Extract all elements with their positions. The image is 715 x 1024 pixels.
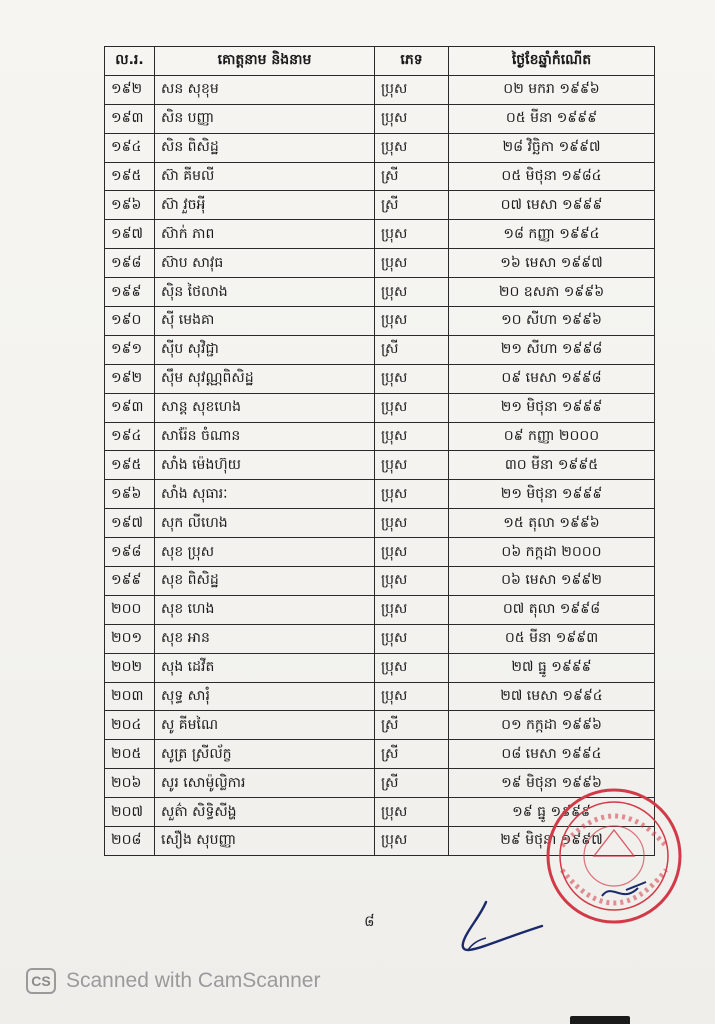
- row-name-cell: ស៊ឹម សុវណ្ណពិសិដ្ឋ: [155, 364, 375, 393]
- row-dob-cell: ០១ កក្កដា ១៩៩៦: [449, 711, 655, 740]
- row-name-cell: សារ៉ែន ចំណាន: [155, 422, 375, 451]
- row-sex-cell: ប្រុស: [375, 133, 449, 162]
- row-dob-cell: ២១ មិថុនា ១៩៩៩: [449, 393, 655, 422]
- row-dob-cell: ១៥ តុលា ១៩៩៦: [449, 509, 655, 538]
- row-name-cell: សុង ដេវីត: [155, 653, 375, 682]
- table-row: [105, 278, 655, 307]
- row-dob-cell: ២៩ មិថុនា ១៩៩៧: [449, 827, 655, 856]
- table-row: [105, 567, 655, 596]
- row-number-cell: ១៩៧: [105, 220, 155, 249]
- row-name-cell: ស៊ាក់ ភាព: [155, 220, 375, 249]
- table-row: [105, 133, 655, 162]
- row-name-cell: សូ គីមណៃ: [155, 711, 375, 740]
- table-row: [105, 711, 655, 740]
- row-sex-cell: ស្រី: [375, 335, 449, 364]
- table-row: [105, 624, 655, 653]
- row-number-cell: ១៩៦: [105, 191, 155, 220]
- row-number-cell: ១៩១: [105, 335, 155, 364]
- row-name-cell: ស៊ា វួចអុី: [155, 191, 375, 220]
- table-row: [105, 162, 655, 191]
- header-number: ល.រ.: [105, 47, 155, 76]
- table-row: [105, 595, 655, 624]
- row-sex-cell: ប្រុស: [375, 567, 449, 596]
- row-name-cell: ស៊ា គីមលី: [155, 162, 375, 191]
- header-name: គោត្តនាម និងនាម: [155, 47, 375, 76]
- row-name-cell: សូត្រ ស្រីល័ក្ខ: [155, 740, 375, 769]
- table-row: [105, 653, 655, 682]
- row-name-cell: សាំង ម៉េងហ៊ុយ: [155, 451, 375, 480]
- table-row: [105, 740, 655, 769]
- row-name-cell: សុទ្ធ សារុំ: [155, 682, 375, 711]
- row-number-cell: ១៩៣: [105, 104, 155, 133]
- row-number-cell: ២០៨: [105, 827, 155, 856]
- row-sex-cell: ប្រុស: [375, 220, 449, 249]
- row-dob-cell: ១៩ មិថុនា ១៩៩៦: [449, 769, 655, 798]
- official-seal-stamp: [542, 786, 684, 946]
- row-number-cell: ២០៦: [105, 769, 155, 798]
- row-name-cell: ស៊ាប សាវុធ: [155, 249, 375, 278]
- row-number-cell: ១៩២: [105, 364, 155, 393]
- row-dob-cell: ០៧ មេសា ១៩៩៩: [449, 191, 655, 220]
- table-row: [105, 335, 655, 364]
- table-row: [105, 538, 655, 567]
- row-sex-cell: ប្រុស: [375, 624, 449, 653]
- row-number-cell: ២០៣: [105, 682, 155, 711]
- table-row: [105, 364, 655, 393]
- row-number-cell: ២០១: [105, 624, 155, 653]
- row-dob-cell: ៣០ មីនា ១៩៩៥: [449, 451, 655, 480]
- table-row: [105, 191, 655, 220]
- row-sex-cell: ប្រុស: [375, 422, 449, 451]
- row-sex-cell: ប្រុស: [375, 653, 449, 682]
- row-sex-cell: ប្រុស: [375, 75, 449, 104]
- row-sex-cell: ប្រុស: [375, 364, 449, 393]
- row-name-cell: សុខ ហេង: [155, 595, 375, 624]
- row-dob-cell: ១៦ មេសា ១៩៩៧: [449, 249, 655, 278]
- row-dob-cell: ០៨ មេសា ១៩៩៤: [449, 740, 655, 769]
- table-header-row: [105, 47, 655, 76]
- header-date-of-birth: ថ្ងៃខែឆ្នាំកំណើត: [449, 47, 655, 76]
- row-name-cell: សុក លីហេង: [155, 509, 375, 538]
- row-dob-cell: ០៩ កញ្ញា ២០០០: [449, 422, 655, 451]
- row-number-cell: ១៩៨: [105, 538, 155, 567]
- row-dob-cell: ០៥ មីនា ១៩៩៩: [449, 104, 655, 133]
- row-name-cell: ស៊ីប សុវិជ្ជា: [155, 335, 375, 364]
- row-sex-cell: ស្រី: [375, 162, 449, 191]
- row-name-cell: សឿង សុបញ្ញា: [155, 827, 375, 856]
- student-roster-table: [104, 46, 655, 856]
- table-row: [105, 480, 655, 509]
- row-number-cell: ១៩៩: [105, 567, 155, 596]
- row-number-cell: ១៩៨: [105, 249, 155, 278]
- row-number-cell: ២០៤: [105, 711, 155, 740]
- row-number-cell: ១៩៥: [105, 451, 155, 480]
- row-number-cell: ១៩៣: [105, 393, 155, 422]
- scanner-watermark: [26, 968, 320, 994]
- row-sex-cell: ស្រី: [375, 740, 449, 769]
- row-dob-cell: ២៧ មេសា ១៩៩៤: [449, 682, 655, 711]
- row-dob-cell: ០៦ កក្កដា ២០០០: [449, 538, 655, 567]
- row-sex-cell: ប្រុស: [375, 278, 449, 307]
- row-number-cell: ១៩៥: [105, 162, 155, 191]
- row-number-cell: ១៩៦: [105, 480, 155, 509]
- row-name-cell: ស៊ី មេងគា: [155, 307, 375, 336]
- row-sex-cell: ស្រី: [375, 711, 449, 740]
- row-name-cell: សិន បញ្ញា: [155, 104, 375, 133]
- table-row: [105, 682, 655, 711]
- table-row: [105, 307, 655, 336]
- table-row: [105, 249, 655, 278]
- row-number-cell: ២០៧: [105, 798, 155, 827]
- table-row: [105, 509, 655, 538]
- watermark-text: Scanned with CamScanner: [66, 969, 321, 992]
- row-sex-cell: ស្រី: [375, 191, 449, 220]
- row-number-cell: ២០៥: [105, 740, 155, 769]
- row-sex-cell: ប្រុស: [375, 480, 449, 509]
- row-number-cell: ១៩៤: [105, 133, 155, 162]
- camscanner-logo-icon: CS: [26, 968, 56, 994]
- row-dob-cell: ០២ មករា ១៩៩៦: [449, 75, 655, 104]
- row-dob-cell: ០៥ មិថុនា ១៩៨៤: [449, 162, 655, 191]
- row-name-cell: សន សុខុម: [155, 75, 375, 104]
- row-sex-cell: ប្រុស: [375, 827, 449, 856]
- table-row: [105, 104, 655, 133]
- row-dob-cell: ២១ មិថុនា ១៩៩៩: [449, 480, 655, 509]
- row-sex-cell: ប្រុស: [375, 509, 449, 538]
- row-dob-cell: ១៩ ធ្នូ ១៩៩៩: [449, 798, 655, 827]
- row-name-cell: សុខ ប្រុស: [155, 538, 375, 567]
- table-row: [105, 75, 655, 104]
- row-dob-cell: ១៨ កញ្ញា ១៩៩៤: [449, 220, 655, 249]
- row-sex-cell: ប្រុស: [375, 682, 449, 711]
- row-number-cell: ២០០: [105, 595, 155, 624]
- row-sex-cell: ប្រុស: [375, 104, 449, 133]
- row-sex-cell: ប្រុស: [375, 307, 449, 336]
- row-dob-cell: ០៩ មេសា ១៩៩៨: [449, 364, 655, 393]
- row-number-cell: ១៩៩: [105, 278, 155, 307]
- row-number-cell: ១៩៤: [105, 422, 155, 451]
- row-name-cell: សាំង សុធារៈ: [155, 480, 375, 509]
- row-dob-cell: ២០ ឧសភា ១៩៩៦: [449, 278, 655, 307]
- row-name-cell: សុខ អាន: [155, 624, 375, 653]
- row-sex-cell: ប្រុស: [375, 798, 449, 827]
- handwritten-signature: [456, 892, 556, 962]
- bottom-edge-mark: [570, 1016, 630, 1024]
- row-name-cell: ស៊ិន ថៃលាង: [155, 278, 375, 307]
- table-row: [105, 422, 655, 451]
- row-name-cell: សិន ពិសិដ្ឋ: [155, 133, 375, 162]
- row-number-cell: ១៩២: [105, 75, 155, 104]
- table-row: [105, 220, 655, 249]
- row-sex-cell: ប្រុស: [375, 249, 449, 278]
- row-dob-cell: ០៦ មេសា ១៩៩២: [449, 567, 655, 596]
- header-sex: ភេទ: [375, 47, 449, 76]
- table-body: [105, 75, 655, 855]
- row-name-cell: សួត៌ា សិទ្ធិសីង្ហ: [155, 798, 375, 827]
- row-dob-cell: ០៧ តុលា ១៩៩៨: [449, 595, 655, 624]
- table-row: [105, 451, 655, 480]
- row-dob-cell: ១០ សីហា ១៩៩៦: [449, 307, 655, 336]
- row-sex-cell: ប្រុស: [375, 393, 449, 422]
- table-row: [105, 393, 655, 422]
- row-dob-cell: ០៥ មីនា ១៩៩៣: [449, 624, 655, 653]
- row-dob-cell: ២៨ វិច្ឆិកា ១៩៩៧: [449, 133, 655, 162]
- row-sex-cell: ប្រុស: [375, 451, 449, 480]
- row-number-cell: ១៩០: [105, 307, 155, 336]
- page-number: ៨: [364, 912, 375, 930]
- row-dob-cell: ២១ សីហា ១៩៩៨: [449, 335, 655, 364]
- row-dob-cell: ២៧ ធ្នូ ១៩៩៩: [449, 653, 655, 682]
- row-name-cell: សុខ ពិសិដ្ឋ: [155, 567, 375, 596]
- row-sex-cell: ប្រុស: [375, 595, 449, 624]
- row-name-cell: សាន្ត សុខហេង: [155, 393, 375, 422]
- row-name-cell: សូរ សោម៉ូល្លិការ: [155, 769, 375, 798]
- row-number-cell: ២០២: [105, 653, 155, 682]
- row-sex-cell: ស្រី: [375, 769, 449, 798]
- row-number-cell: ១៩៧: [105, 509, 155, 538]
- row-sex-cell: ប្រុស: [375, 538, 449, 567]
